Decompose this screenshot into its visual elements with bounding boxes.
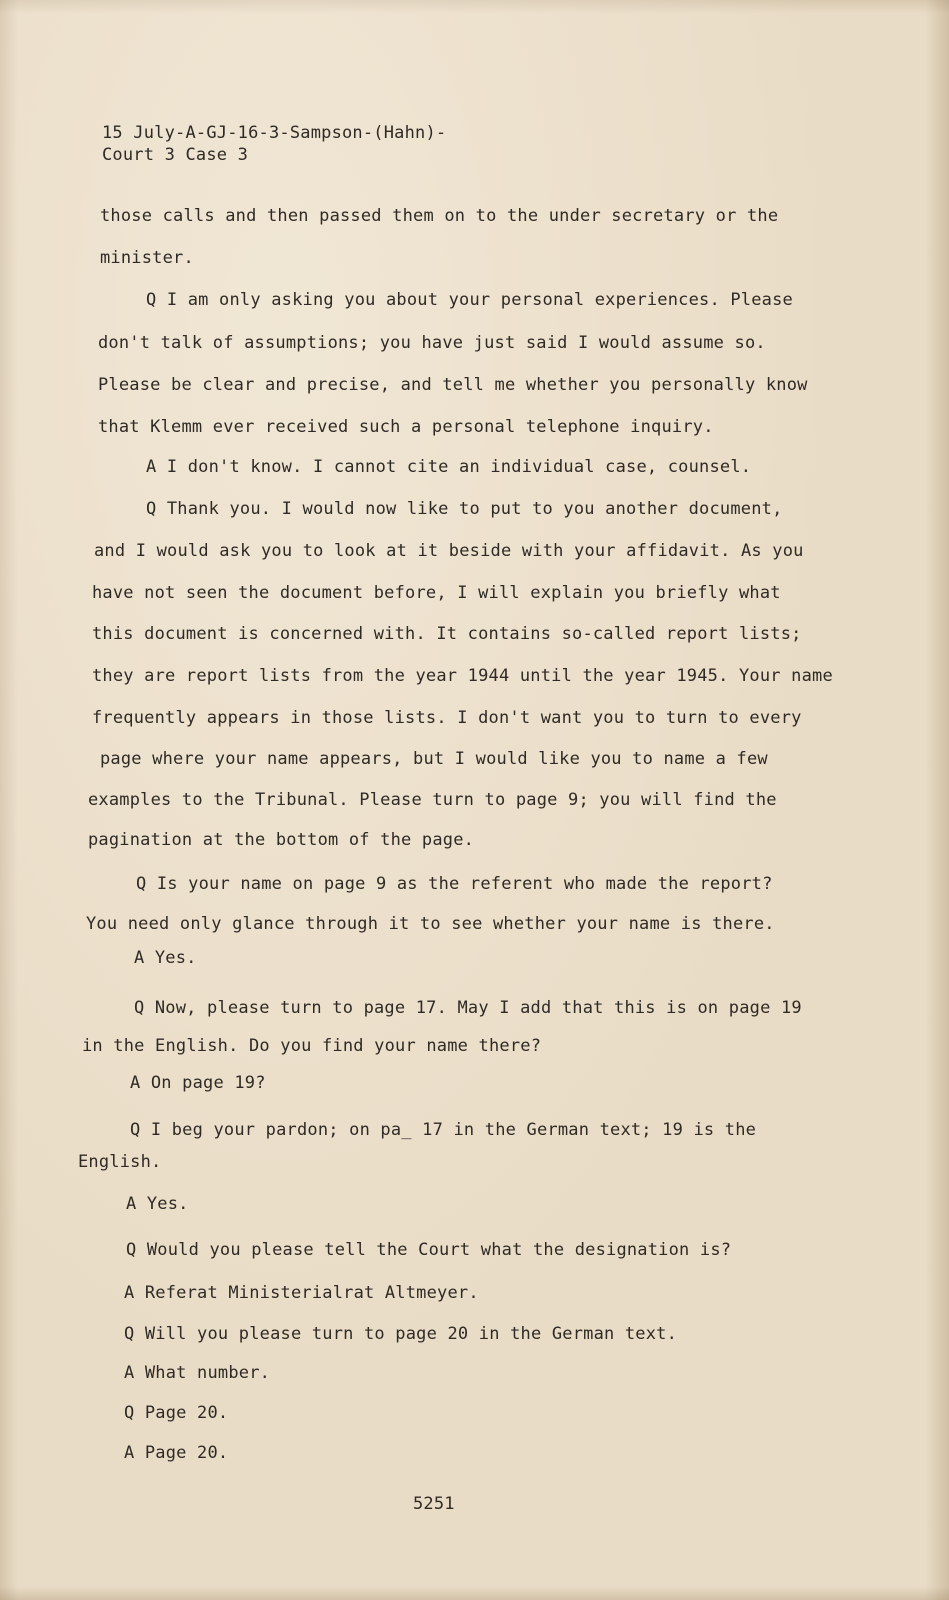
text-line: pagination at the bottom of the page. xyxy=(88,830,475,850)
text-line: You need only glance through it to see whether your name is there. xyxy=(86,914,775,934)
text-line: Please be clear and precise, and tell me whether you personally know xyxy=(98,375,808,395)
text-line: Q Thank you. I would now like to put to you another document, xyxy=(146,499,783,519)
text-line: Q Now, please turn to page 17. May I add that this is on page 19 xyxy=(134,998,802,1018)
text-line: in the English. Do you find your name there? xyxy=(82,1036,542,1056)
text-line: A I don't know. I cannot cite an individual case, counsel. xyxy=(146,457,752,477)
text-line: A On page 19? xyxy=(130,1073,266,1093)
text-line: English. xyxy=(78,1152,162,1172)
text-line: examples to the Tribunal. Please turn to page 9; you will find the xyxy=(88,790,777,810)
text-line: Q I am only asking you about your personal experiences. Please xyxy=(146,290,793,310)
text-line: Q Is your name on page 9 as the referent who made the report? xyxy=(136,874,773,894)
text-line: frequently appears in those lists. I don't want you to turn to every xyxy=(92,708,802,728)
text-line: that Klemm ever received such a personal telephone inquiry. xyxy=(98,417,714,437)
text-line: they are report lists from the year 1944 until the year 1945. Your name xyxy=(92,666,833,686)
text-line: those calls and then passed them on to the under secretary or the xyxy=(100,206,779,226)
header-line-2: Court 3 Case 3 xyxy=(102,145,249,165)
text-line: A Referat Ministerialrat Altmeyer. xyxy=(124,1283,479,1303)
text-line: Q Would you please tell the Court what the designation is? xyxy=(126,1240,732,1260)
text-line: Q I beg your pardon; on pa_ 17 in the German text; 19 is the xyxy=(130,1120,757,1140)
text-line: page where your name appears, but I would like you to name a few xyxy=(100,749,768,769)
text-line: Q Page 20. xyxy=(124,1403,229,1423)
text-line: A What number. xyxy=(124,1363,271,1383)
text-line: don't talk of assumptions; you have just said I would assume so. xyxy=(98,333,766,353)
text-line: A Page 20. xyxy=(124,1443,229,1463)
text-line: A Yes. xyxy=(134,948,197,968)
page-number: 5251 xyxy=(413,1494,455,1514)
text-line: A Yes. xyxy=(126,1194,189,1214)
text-line: minister. xyxy=(100,248,194,268)
text-line: Q Will you please turn to page 20 in the German text. xyxy=(124,1324,678,1344)
document-header xyxy=(102,122,446,166)
text-line: have not seen the document before, I will explain you briefly what xyxy=(92,583,781,603)
text-line: this document is concerned with. It contains so-called report lists; xyxy=(92,624,802,644)
text-line: and I would ask you to look at it beside with your affidavit. As you xyxy=(94,541,804,561)
header-line-1: 15 July-A-GJ-16-3-Sampson-(Hahn)- xyxy=(102,123,447,143)
